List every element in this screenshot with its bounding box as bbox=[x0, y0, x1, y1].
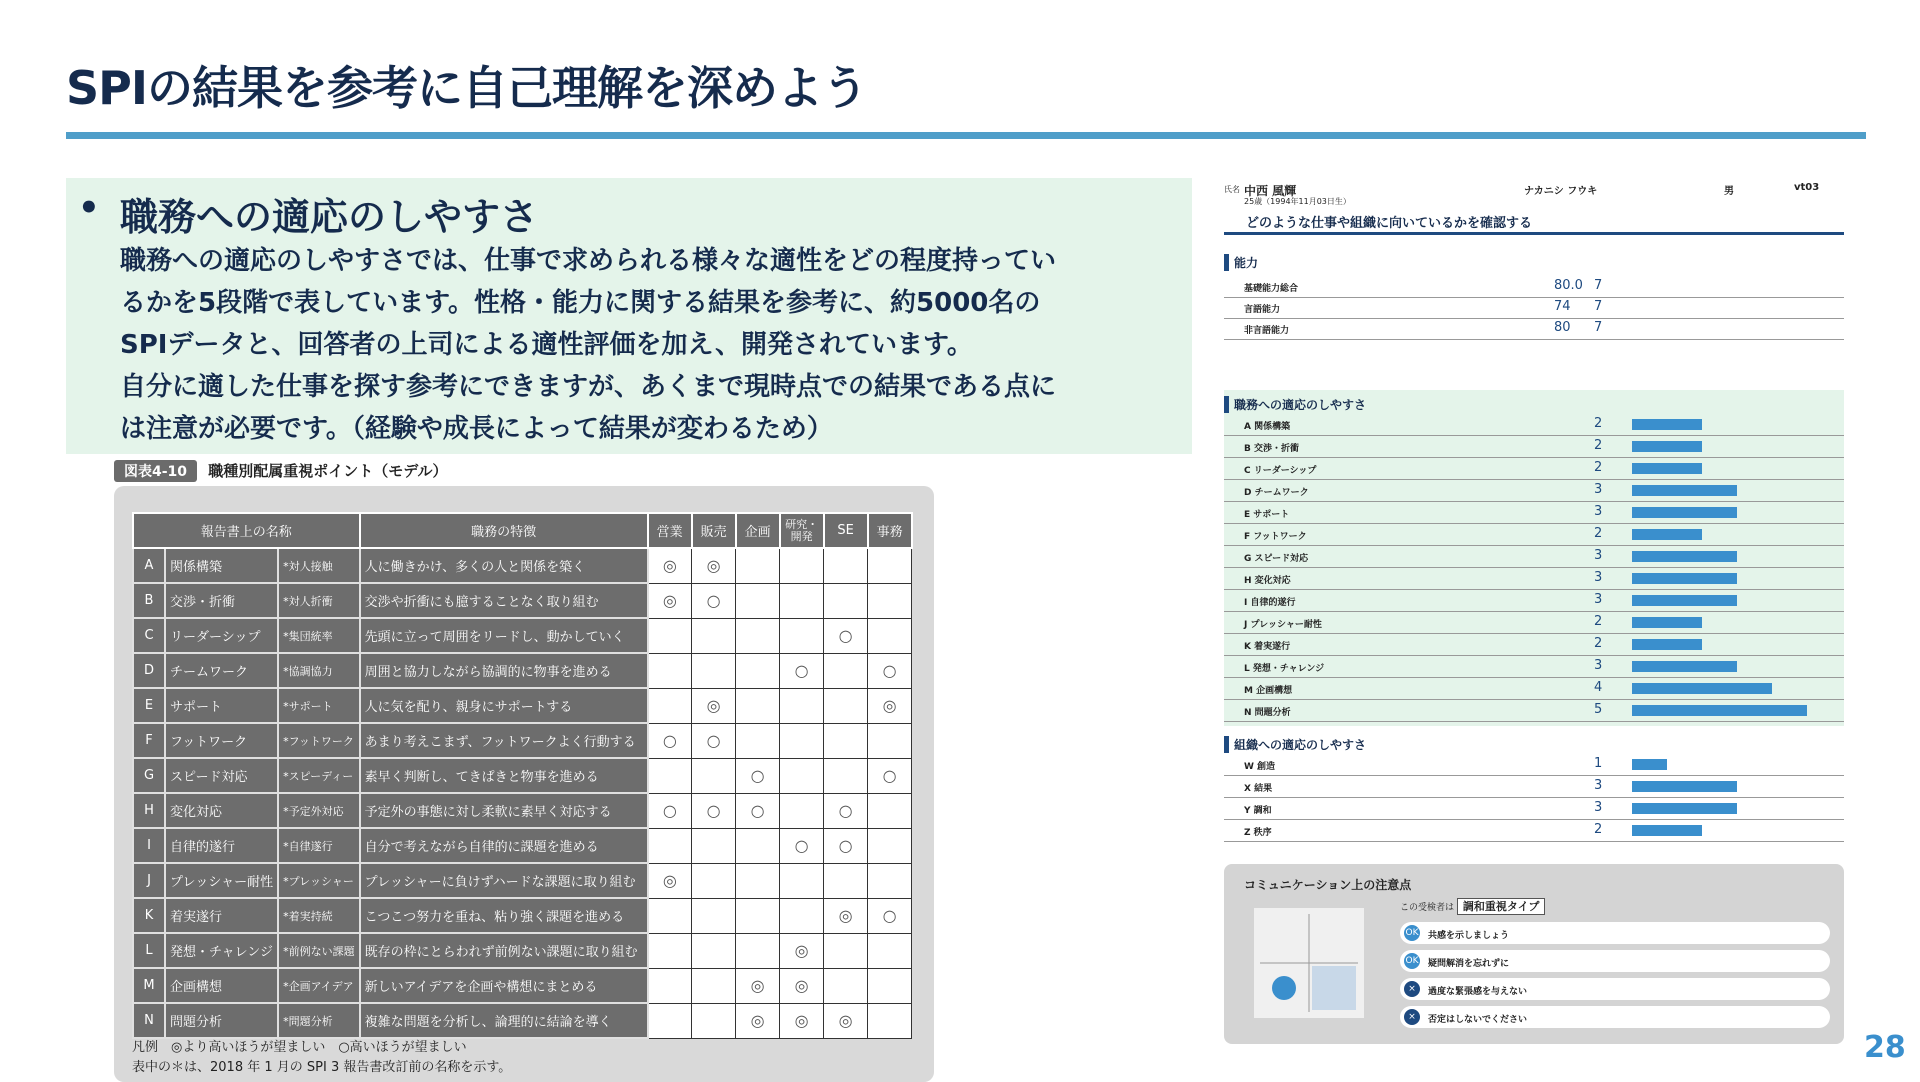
table-row bbox=[133, 1003, 912, 1038]
ok-icon: OK bbox=[1404, 953, 1420, 969]
table-row bbox=[133, 548, 912, 583]
figure-label bbox=[114, 460, 448, 482]
org-name: Y 調和 bbox=[1244, 806, 1272, 816]
fit-mark bbox=[780, 548, 824, 583]
fit-mark: ◎ bbox=[868, 688, 912, 723]
job-level: 2 bbox=[1594, 460, 1603, 475]
fit-mark: ◎ bbox=[648, 548, 692, 583]
fit-mark: ○ bbox=[824, 828, 868, 863]
letter: G bbox=[133, 758, 165, 793]
org-level: 1 bbox=[1594, 756, 1603, 771]
job-level-bar bbox=[1632, 485, 1737, 496]
job-level: 5 bbox=[1594, 702, 1603, 717]
org-row bbox=[1224, 798, 1844, 820]
job-name: H 変化対応 bbox=[1244, 576, 1291, 586]
fit-mark bbox=[824, 758, 868, 793]
row-old-name: *フットワーク bbox=[278, 723, 360, 758]
row-feature: 新しいアイデアを企画や構想にまとめる bbox=[360, 968, 648, 1003]
fit-mark bbox=[868, 863, 912, 898]
fit-mark bbox=[648, 828, 692, 863]
ability-row bbox=[1224, 276, 1844, 298]
job-level-bar bbox=[1632, 705, 1807, 716]
row-old-name: *集団統率 bbox=[278, 618, 360, 653]
job-name: A 関係構築 bbox=[1244, 422, 1291, 432]
ok-icon: OK bbox=[1404, 925, 1420, 941]
job-section-title: 職務への適応のしやすさ bbox=[1224, 396, 1366, 413]
ability-score: 74 bbox=[1554, 299, 1571, 314]
table-row bbox=[133, 723, 912, 758]
row-old-name: *自律遂行 bbox=[278, 828, 360, 863]
fit-mark bbox=[736, 933, 780, 968]
fit-mark bbox=[692, 828, 736, 863]
table-row bbox=[133, 898, 912, 933]
row-feature: こつこつ努力を重ね、粘り強く課題を進める bbox=[360, 898, 648, 933]
fit-mark bbox=[692, 1003, 736, 1038]
fit-mark: ◎ bbox=[780, 1003, 824, 1038]
spi-report-sheet bbox=[1220, 176, 1850, 1046]
row-feature: 既存の枠にとらわれず前例ない課題に取り組む bbox=[360, 933, 648, 968]
communication-type-prefix: この受検者は bbox=[1400, 903, 1455, 913]
communication-tip-label: 否定はしないでください bbox=[1428, 1015, 1528, 1025]
communication-type-badge: 調和重視タイプ bbox=[1457, 898, 1545, 915]
org-section-title: 組織への適応のしやすさ bbox=[1224, 736, 1366, 753]
job-level: 3 bbox=[1594, 548, 1603, 563]
fit-mark bbox=[648, 968, 692, 1003]
header-research: 研究・開発 bbox=[780, 513, 824, 548]
fit-mark bbox=[780, 758, 824, 793]
row-feature: 複雑な問題を分析し、論理的に結論を導く bbox=[360, 1003, 648, 1038]
job-level: 3 bbox=[1594, 504, 1603, 519]
note-line: 職務への適応のしやすさでは、仕事で求められる様々な適性をどの程度持ってい bbox=[120, 246, 1057, 276]
row-name: 発想・チャレンジ bbox=[165, 933, 278, 968]
job-row bbox=[1224, 480, 1844, 502]
fit-mark bbox=[736, 583, 780, 618]
communication-tip bbox=[1400, 950, 1830, 972]
job-row bbox=[1224, 568, 1844, 590]
communication-tip-label: 過度な緊張感を与えない bbox=[1428, 987, 1528, 997]
ability-score: 80.0 bbox=[1554, 278, 1583, 293]
fit-mark bbox=[692, 933, 736, 968]
fit-mark: ◎ bbox=[692, 688, 736, 723]
row-old-name: *問題分析 bbox=[278, 1003, 360, 1038]
org-level-bar bbox=[1632, 781, 1737, 792]
org-row bbox=[1224, 754, 1844, 776]
cross-icon: × bbox=[1404, 981, 1420, 997]
letter: D bbox=[133, 653, 165, 688]
letter: H bbox=[133, 793, 165, 828]
fit-mark bbox=[648, 653, 692, 688]
table-row bbox=[133, 653, 912, 688]
note-body bbox=[120, 240, 1188, 450]
fit-mark bbox=[780, 898, 824, 933]
job-level-bar bbox=[1632, 661, 1737, 672]
job-level-bar bbox=[1632, 573, 1737, 584]
note-line: るかを5段階で表しています。性格・能力に関する結果を参考に、約5000名の bbox=[120, 288, 1041, 318]
fit-mark bbox=[824, 583, 868, 618]
job-name: B 交渉・折衝 bbox=[1244, 444, 1299, 454]
fit-mark: ○ bbox=[824, 793, 868, 828]
job-name: M 企画構想 bbox=[1244, 686, 1293, 696]
fit-mark bbox=[736, 828, 780, 863]
table-row bbox=[133, 758, 912, 793]
fit-mark bbox=[868, 933, 912, 968]
job-row bbox=[1224, 414, 1844, 436]
fit-mark bbox=[648, 933, 692, 968]
ability-level: 7 bbox=[1594, 320, 1603, 335]
fit-mark bbox=[868, 583, 912, 618]
page-number: 28 bbox=[1864, 1030, 1906, 1065]
fit-mark bbox=[824, 968, 868, 1003]
job-level-bar bbox=[1632, 595, 1737, 606]
letter: M bbox=[133, 968, 165, 1003]
job-row bbox=[1224, 612, 1844, 634]
row-name: スピード対応 bbox=[165, 758, 278, 793]
row-old-name: *プレッシャー bbox=[278, 863, 360, 898]
org-row bbox=[1224, 776, 1844, 798]
row-old-name: *対人接触 bbox=[278, 548, 360, 583]
table-row bbox=[133, 863, 912, 898]
job-level: 2 bbox=[1594, 416, 1603, 431]
header-office: 事務 bbox=[868, 513, 912, 548]
fit-mark bbox=[692, 758, 736, 793]
row-feature: 予定外の事態に対し柔軟に素早く対応する bbox=[360, 793, 648, 828]
job-row bbox=[1224, 700, 1844, 722]
fit-mark bbox=[692, 898, 736, 933]
row-name: フットワーク bbox=[165, 723, 278, 758]
fit-mark bbox=[736, 863, 780, 898]
job-level-bar bbox=[1632, 419, 1702, 430]
job-level: 4 bbox=[1594, 680, 1603, 695]
row-name: 交渉・折衝 bbox=[165, 583, 278, 618]
figure-tag: 図表4-10 bbox=[114, 460, 197, 482]
job-level-bar bbox=[1632, 507, 1737, 518]
ability-score: 80 bbox=[1554, 320, 1571, 335]
letter: L bbox=[133, 933, 165, 968]
fit-mark bbox=[648, 898, 692, 933]
fit-mark: ◎ bbox=[780, 968, 824, 1003]
row-feature: 人に気を配り、親身にサポートする bbox=[360, 688, 648, 723]
job-row bbox=[1224, 502, 1844, 524]
fit-mark: ○ bbox=[648, 723, 692, 758]
page-title: SPIの結果を参考に自己理解を深めよう bbox=[66, 61, 867, 115]
fit-mark bbox=[780, 793, 824, 828]
org-name: W 創造 bbox=[1244, 762, 1276, 772]
fit-mark bbox=[824, 863, 868, 898]
report-header bbox=[1224, 182, 1844, 204]
fit-mark bbox=[824, 548, 868, 583]
fit-mark: ◎ bbox=[780, 933, 824, 968]
fit-mark: ○ bbox=[692, 793, 736, 828]
fit-mark: ○ bbox=[736, 793, 780, 828]
ability-level: 7 bbox=[1594, 278, 1603, 293]
ability-section-title: 能力 bbox=[1224, 254, 1258, 271]
fit-mark bbox=[868, 968, 912, 1003]
ability-level: 7 bbox=[1594, 299, 1603, 314]
row-old-name: *対人折衝 bbox=[278, 583, 360, 618]
job-row bbox=[1224, 590, 1844, 612]
communication-title: コミュニケーション上の注意点 bbox=[1244, 878, 1412, 892]
header-se: SE bbox=[824, 513, 868, 548]
job-level-bar bbox=[1632, 441, 1702, 452]
figure-footnote bbox=[132, 1038, 511, 1078]
job-name: D チームワーク bbox=[1244, 488, 1309, 498]
row-feature: 交渉や折衝にも臆することなく取り組む bbox=[360, 583, 648, 618]
fit-mark bbox=[736, 548, 780, 583]
communication-panel bbox=[1224, 864, 1844, 1044]
org-level-bar bbox=[1632, 803, 1737, 814]
name-label: 氏名 bbox=[1224, 185, 1240, 194]
candidate-gender: 男 bbox=[1724, 186, 1734, 197]
letter: F bbox=[133, 723, 165, 758]
job-row bbox=[1224, 436, 1844, 458]
fit-mark bbox=[824, 688, 868, 723]
figure-caption: 職種別配属重視ポイント（モデル） bbox=[208, 462, 448, 480]
job-row bbox=[1224, 634, 1844, 656]
cross-icon: × bbox=[1404, 1009, 1420, 1025]
candidate-id: vt03 bbox=[1794, 182, 1820, 193]
row-name: チームワーク bbox=[165, 653, 278, 688]
job-row bbox=[1224, 546, 1844, 568]
fit-mark bbox=[868, 1003, 912, 1038]
fit-mark bbox=[868, 828, 912, 863]
fit-mark: ◎ bbox=[692, 548, 736, 583]
report-section-band bbox=[1224, 208, 1844, 235]
header-retail: 販売 bbox=[692, 513, 736, 548]
fit-mark: ○ bbox=[736, 758, 780, 793]
job-name: L 発想・チャレンジ bbox=[1244, 664, 1325, 674]
org-level: 2 bbox=[1594, 822, 1603, 837]
table-row bbox=[133, 968, 912, 1003]
fit-mark bbox=[736, 653, 780, 688]
job-fit-table bbox=[132, 512, 913, 1039]
letter: B bbox=[133, 583, 165, 618]
figure-panel bbox=[114, 486, 934, 1082]
letter: C bbox=[133, 618, 165, 653]
communication-tip-label: 疑問解消を忘れずに bbox=[1428, 959, 1510, 969]
row-feature: 先頭に立って周囲をリードし、動かしていく bbox=[360, 618, 648, 653]
job-name: J プレッシャー耐性 bbox=[1244, 620, 1322, 630]
org-name: X 結果 bbox=[1244, 784, 1273, 794]
communication-tip bbox=[1400, 1006, 1830, 1028]
job-row bbox=[1224, 656, 1844, 678]
fit-mark bbox=[868, 793, 912, 828]
job-level: 2 bbox=[1594, 438, 1603, 453]
org-name: Z 秩序 bbox=[1244, 828, 1272, 838]
job-name: C リーダーシップ bbox=[1244, 466, 1317, 476]
letter: E bbox=[133, 688, 165, 723]
table-row bbox=[133, 828, 912, 863]
fit-mark: ○ bbox=[868, 653, 912, 688]
letter: A bbox=[133, 548, 165, 583]
communication-tip-label: 共感を示しましょう bbox=[1428, 931, 1510, 941]
row-name: サポート bbox=[165, 688, 278, 723]
job-level: 3 bbox=[1594, 592, 1603, 607]
ability-name: 非言語能力 bbox=[1244, 326, 1290, 336]
fit-mark bbox=[736, 618, 780, 653]
communication-tip bbox=[1400, 922, 1830, 944]
legend: 凡例 ◎より高いほうが望ましい ○高いほうが望ましい bbox=[132, 1040, 467, 1055]
job-level: 3 bbox=[1594, 658, 1603, 673]
fit-mark: ○ bbox=[780, 653, 824, 688]
job-level-bar bbox=[1632, 463, 1702, 474]
job-name: I 自律的遂行 bbox=[1244, 598, 1296, 608]
row-old-name: *企画アイデア bbox=[278, 968, 360, 1003]
fit-mark: ○ bbox=[692, 723, 736, 758]
fit-mark bbox=[736, 688, 780, 723]
letter: K bbox=[133, 898, 165, 933]
table-row bbox=[133, 793, 912, 828]
org-row bbox=[1224, 820, 1844, 842]
fit-mark: ○ bbox=[780, 828, 824, 863]
letter: N bbox=[133, 1003, 165, 1038]
quadrant-icon bbox=[1254, 908, 1364, 1018]
row-name: 関係構築 bbox=[165, 548, 278, 583]
job-row bbox=[1224, 678, 1844, 700]
fit-mark bbox=[692, 968, 736, 1003]
fit-mark bbox=[780, 723, 824, 758]
row-old-name: *スピーディー bbox=[278, 758, 360, 793]
job-level: 2 bbox=[1594, 526, 1603, 541]
job-level-bar bbox=[1632, 617, 1702, 628]
fit-mark bbox=[692, 653, 736, 688]
job-name: K 着実遂行 bbox=[1244, 642, 1291, 652]
table-row bbox=[133, 583, 912, 618]
job-level: 3 bbox=[1594, 570, 1603, 585]
job-row bbox=[1224, 458, 1844, 480]
row-name: 自律的遂行 bbox=[165, 828, 278, 863]
fit-mark: ◎ bbox=[824, 898, 868, 933]
fit-mark bbox=[824, 933, 868, 968]
candidate-name: 中西 風輝 bbox=[1244, 184, 1297, 198]
bullet-point: • bbox=[78, 188, 100, 228]
fit-mark bbox=[692, 618, 736, 653]
fit-mark bbox=[780, 618, 824, 653]
fit-mark bbox=[736, 898, 780, 933]
fit-mark bbox=[648, 618, 692, 653]
letter: I bbox=[133, 828, 165, 863]
communication-type bbox=[1400, 898, 1545, 914]
job-level: 2 bbox=[1594, 614, 1603, 629]
job-name: E サポート bbox=[1244, 510, 1290, 520]
note-line: 自分に適した仕事を探す参考にできますが、あくまで現時点での結果である点に bbox=[120, 372, 1057, 402]
note-box bbox=[66, 178, 1192, 454]
row-feature: あまり考えこまず、フットワークよく行動する bbox=[360, 723, 648, 758]
note-line: は注意が必要です。（経験や成長によって結果が変わるため） bbox=[120, 414, 833, 444]
ability-row bbox=[1224, 318, 1844, 340]
fit-mark: ◎ bbox=[736, 968, 780, 1003]
row-feature: 周囲と協力しながら協調的に物事を進める bbox=[360, 653, 648, 688]
fit-mark: ○ bbox=[692, 583, 736, 618]
fit-mark bbox=[868, 723, 912, 758]
job-name: N 問題分析 bbox=[1244, 708, 1291, 718]
personality-quadrant-illustration bbox=[1254, 908, 1364, 1018]
note-heading: 職務への適応のしやすさ bbox=[120, 195, 539, 239]
row-old-name: *予定外対応 bbox=[278, 793, 360, 828]
communication-tip bbox=[1400, 978, 1830, 1000]
fit-mark: ○ bbox=[824, 618, 868, 653]
row-name: 着実遂行 bbox=[165, 898, 278, 933]
row-feature: プレッシャーに負けずハードな課題に取り組む bbox=[360, 863, 648, 898]
row-name: 問題分析 bbox=[165, 1003, 278, 1038]
job-level-bar bbox=[1632, 683, 1772, 694]
row-feature: 自分で考えながら自律的に課題を進める bbox=[360, 828, 648, 863]
fit-mark bbox=[692, 863, 736, 898]
title-divider bbox=[66, 132, 1866, 139]
fit-mark bbox=[780, 863, 824, 898]
job-row bbox=[1224, 524, 1844, 546]
candidate-age: 25歳（1994年11月03日生） bbox=[1244, 197, 1351, 206]
org-level-bar bbox=[1632, 759, 1667, 770]
ability-name: 基礎能力総合 bbox=[1244, 284, 1299, 294]
row-feature: 素早く判断し、てきぱきと物事を進める bbox=[360, 758, 648, 793]
row-old-name: *協調協力 bbox=[278, 653, 360, 688]
fit-mark bbox=[648, 688, 692, 723]
fit-mark bbox=[736, 723, 780, 758]
report-section-title: どのような仕事や組織に向いているかを確認する bbox=[1246, 216, 1533, 231]
job-level: 3 bbox=[1594, 482, 1603, 497]
fit-mark: ◎ bbox=[648, 863, 692, 898]
row-feature: 人に働きかけ、多くの人と関係を築く bbox=[360, 548, 648, 583]
header-planning: 企画 bbox=[736, 513, 780, 548]
fit-mark: ◎ bbox=[736, 1003, 780, 1038]
org-level-bar bbox=[1632, 825, 1702, 836]
letter: J bbox=[133, 863, 165, 898]
job-level: 2 bbox=[1594, 636, 1603, 651]
fit-mark bbox=[824, 653, 868, 688]
header-name: 報告書上の名称 bbox=[133, 513, 360, 548]
fit-mark: ○ bbox=[868, 758, 912, 793]
fit-mark: ○ bbox=[648, 793, 692, 828]
row-name: 企画構想 bbox=[165, 968, 278, 1003]
fit-mark bbox=[648, 758, 692, 793]
fit-mark bbox=[780, 688, 824, 723]
table-row bbox=[133, 933, 912, 968]
org-level: 3 bbox=[1594, 778, 1603, 793]
fit-mark: ◎ bbox=[648, 583, 692, 618]
table-header-row bbox=[133, 513, 912, 548]
fit-mark: ◎ bbox=[824, 1003, 868, 1038]
fit-mark bbox=[868, 548, 912, 583]
job-name: F フットワーク bbox=[1244, 532, 1307, 542]
row-old-name: *サポート bbox=[278, 688, 360, 723]
job-level-bar bbox=[1632, 529, 1702, 540]
ability-name: 言語能力 bbox=[1244, 305, 1281, 315]
fit-mark bbox=[868, 618, 912, 653]
footnote: 表中の＊は、2018 年 1 月の SPI 3 報告書改訂前の名称を示す。 bbox=[132, 1060, 512, 1075]
fit-mark bbox=[824, 723, 868, 758]
note-line: SPIデータと、回答者の上司による適性評価を加え、開発されています。 bbox=[120, 330, 973, 360]
row-old-name: *着実持続 bbox=[278, 898, 360, 933]
table-row bbox=[133, 618, 912, 653]
row-name: プレッシャー耐性 bbox=[165, 863, 278, 898]
row-name: 変化対応 bbox=[165, 793, 278, 828]
ability-row bbox=[1224, 297, 1844, 319]
header-feature: 職務の特徴 bbox=[360, 513, 648, 548]
fit-mark bbox=[780, 583, 824, 618]
header-sales: 営業 bbox=[648, 513, 692, 548]
org-level: 3 bbox=[1594, 800, 1603, 815]
row-old-name: *前例ない課題 bbox=[278, 933, 360, 968]
fit-mark: ○ bbox=[868, 898, 912, 933]
job-level-bar bbox=[1632, 639, 1702, 650]
job-name: G スピード対応 bbox=[1244, 554, 1309, 564]
fit-mark bbox=[648, 1003, 692, 1038]
candidate-kana: ナカニシ フウキ bbox=[1524, 186, 1598, 197]
job-level-bar bbox=[1632, 551, 1737, 562]
table-row bbox=[133, 688, 912, 723]
row-name: リーダーシップ bbox=[165, 618, 278, 653]
